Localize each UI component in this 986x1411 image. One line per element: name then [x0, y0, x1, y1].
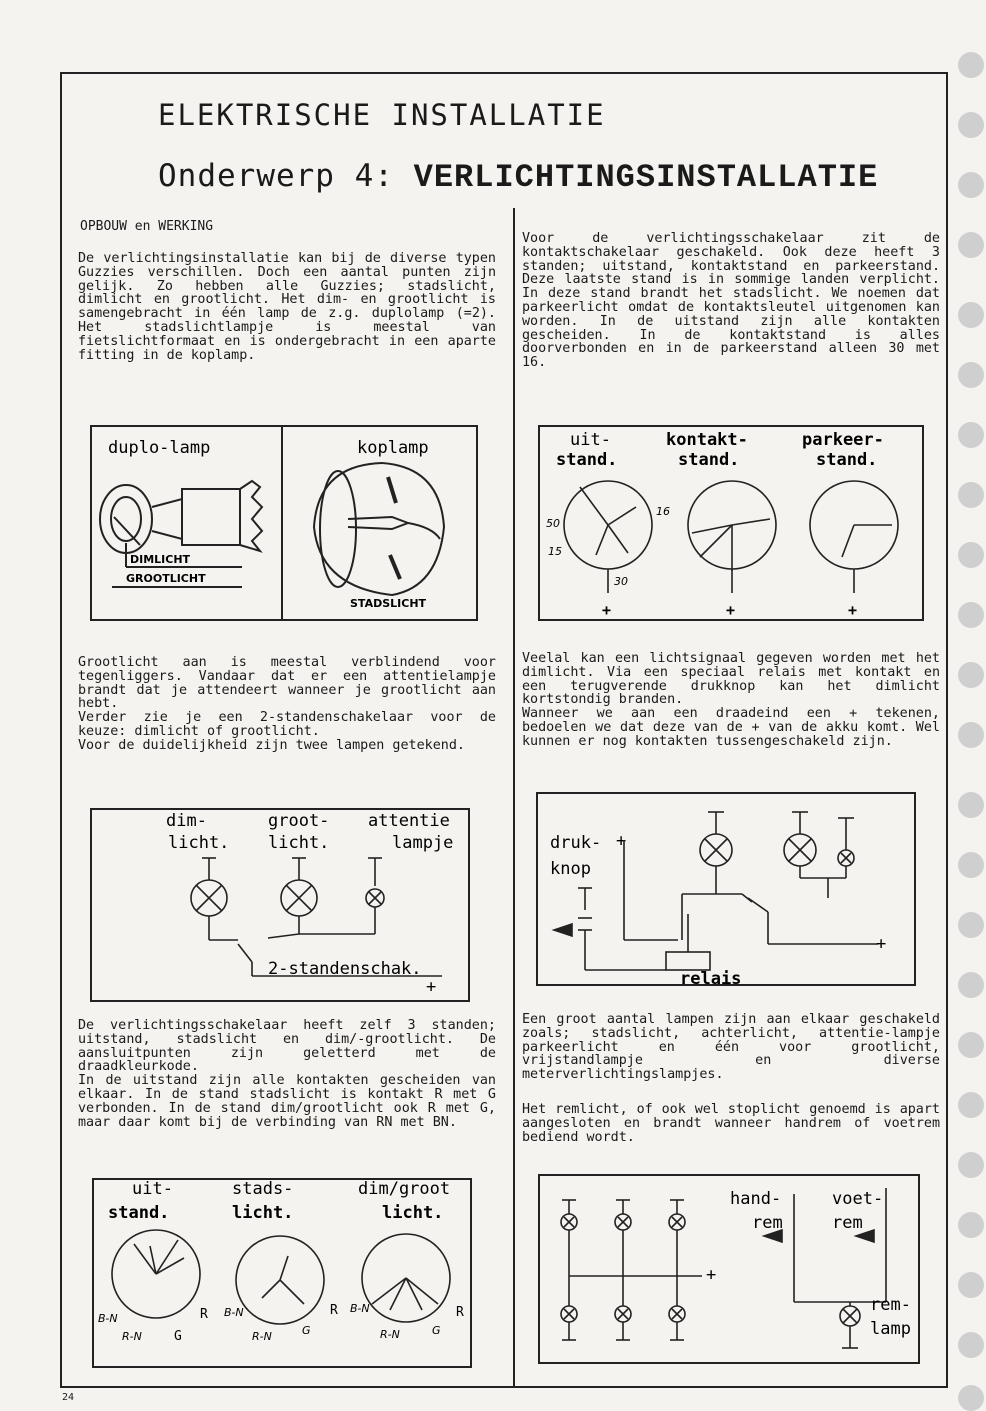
binder-hole	[958, 52, 984, 78]
v-uitstand-label-1: uit-	[132, 1180, 173, 1199]
figure-remlicht	[538, 1174, 920, 1364]
binder-hole	[958, 482, 984, 508]
binder-hole	[958, 1385, 984, 1411]
plus-parkeer: +	[848, 601, 858, 619]
duplo-koplamp-drawing	[92, 427, 476, 619]
binder-hole	[958, 852, 984, 878]
binder-hole	[958, 792, 984, 818]
plus-label-fig3: +	[426, 977, 437, 997]
terminal-30: 30	[614, 575, 628, 588]
binder-hole	[958, 112, 984, 138]
section-title: ELEKTRISCHE INSTALLATIE	[158, 98, 606, 132]
figure-verlichtingsschakelaar	[92, 1178, 472, 1368]
parkeerstand-label-1: parkeer-	[802, 430, 884, 450]
v-terminal-r-2: R	[330, 1303, 338, 1318]
left-paragraph-2: Grootlicht aan is meestal verblindend voor tegenliggers. Vandaar dat er een attentielampje brandt dat je attendeert wanneer je grootlicht aan hebt. Verder zie je een 2-standenschakelaar voor de keuze: dimlicht of grootlicht. Voor de duidelijkheid zijn twee lampen getekend.	[78, 655, 496, 753]
binder-hole	[958, 1272, 984, 1298]
attentie-label-1: attentie	[368, 811, 450, 831]
figure-relais	[536, 792, 916, 986]
dimgroot-label-2: licht.	[382, 1203, 444, 1223]
handrem-label-2: rem	[752, 1213, 783, 1233]
label-dimlicht: DIMLICHT	[130, 553, 191, 566]
relais-circuit	[554, 812, 878, 970]
binder-hole	[958, 172, 984, 198]
plus-remlicht: +	[706, 1265, 717, 1285]
binder-hole	[958, 362, 984, 388]
v-terminal-bn-2: B-N	[224, 1306, 244, 1319]
stadslicht-label-2: licht.	[232, 1203, 294, 1223]
binder-hole	[958, 302, 984, 328]
binder-hole	[958, 1092, 984, 1118]
plus-drukknop: +	[616, 831, 627, 851]
lamp-bank	[561, 1188, 886, 1348]
page-number: 24	[62, 1392, 75, 1403]
binder-hole	[958, 662, 984, 688]
v-switch-dials	[112, 1230, 450, 1324]
binder-hole	[958, 722, 984, 748]
binder-hole	[958, 542, 984, 568]
v-terminal-bn-1: B-N	[98, 1312, 118, 1325]
relais-drawing	[538, 794, 914, 984]
binder-hole	[958, 1152, 984, 1178]
drukknop-label-2: knop	[550, 859, 591, 879]
remlamp-label-1: rem-	[870, 1295, 911, 1315]
v-terminal-rn-1: R-N	[122, 1330, 142, 1343]
plus-kontakt: +	[726, 601, 736, 619]
duplo-lamp-title: duplo-lamp	[108, 438, 211, 458]
right-paragraph-4: Het remlicht, of ook wel stoplicht genoemd is apart aangesloten en brandt wanneer handrem of voetrem bediend wordt.	[522, 1102, 940, 1145]
dimlicht-label-2: licht.	[168, 833, 230, 853]
binder-hole	[958, 912, 984, 938]
drukknop-label-1: druk-	[550, 833, 602, 853]
v-terminal-bn-3: B-N	[350, 1302, 370, 1315]
right-paragraph-2: Veelal kan een lichtsignaal gegeven worden met het dimlicht. Via een speciaal relais met kontakt en een terugverende drukknop kan het dimlicht kortstondig branden. Wanneer we aan een draadeind een + tekenen, bedoelen we dat deze van de + van de akku komt. Wel kunnen er nog kontakten tussengeschakeld zijn.	[522, 651, 940, 749]
binder-hole	[958, 1032, 984, 1058]
kontaktstand-label-2: stand.	[678, 450, 740, 470]
binder-hole	[958, 232, 984, 258]
attentie-label-2: lampje	[392, 833, 454, 853]
v-terminal-g-1: G	[174, 1329, 182, 1344]
plus-relais: +	[876, 934, 887, 954]
column-divider	[513, 208, 515, 1386]
v-terminal-rn-2: R-N	[252, 1330, 272, 1343]
voetrem-label-2: rem	[832, 1213, 863, 1233]
kontaktschakelaar-drawing	[540, 427, 922, 619]
v-terminal-r-1: R	[200, 1307, 208, 1322]
binder-hole	[958, 1212, 984, 1238]
dimgroot-label-1: dim/groot	[358, 1180, 451, 1199]
terminal-16: 16	[656, 505, 670, 518]
left-paragraph-1: De verlichtingsinstallatie kan bij de diverse typen Guzzies verschillen. Doch een aantal punten zijn gelijk. Zo hebben alle Guzzies; stadslicht, dimlicht en grootlicht. Het dim- en grootlicht is samengebracht in één lamp de z.g. duplolamp (=2). Het stadslichtlampje is meestal van fietslichtformaat en is ondergebracht in een aparte fitting in de koplamp.	[78, 251, 496, 363]
voetrem-label-1: voet-	[832, 1189, 884, 1209]
remlicht-drawing	[540, 1176, 918, 1362]
right-paragraph-3: Een groot aantal lampen zijn aan elkaar geschakeld zoals; stadslicht, achterlicht, attentie-lampje parkeerlicht en één voor grootlicht, vrijstandlampje en diverse meterverlichtingslampjes.	[522, 1012, 940, 1083]
left-heading: OPBOUW en WERKING	[80, 219, 214, 234]
v-uitstand-label-2: stand.	[108, 1203, 170, 1223]
binder-hole	[958, 422, 984, 448]
dim-groot-drawing	[92, 810, 468, 1000]
grootlicht-label-2: licht.	[268, 833, 330, 853]
grootlicht-label-1: groot-	[268, 811, 330, 831]
switch-2-standen-label: 2-standenschak.	[268, 959, 422, 979]
binder-hole	[958, 602, 984, 628]
left-paragraph-3: De verlichtingsschakelaar heeft zelf 3 standen; uitstand, stadslicht en dim/-grootlicht. De aansluitpunten zijn geletterd met de draadkleurkode. In de uitstand zijn alle kontakten gescheiden van elkaar. In de stand stadslicht is kontakt R met G verbonden. In de stand dim/grootlicht ook R met G, maar daar komt bij de verbinding van RN met BN.	[78, 1018, 496, 1130]
uitstand-label-1: uit-	[570, 430, 611, 450]
topic-title	[158, 158, 878, 196]
remlamp-label-2: lamp	[870, 1319, 911, 1339]
v-terminal-g-3: G	[432, 1324, 441, 1337]
binder-hole	[958, 972, 984, 998]
koplamp-icon	[314, 463, 444, 595]
v-terminal-rn-3: R-N	[380, 1328, 400, 1341]
figure-dim-groot-attentie	[90, 808, 470, 1002]
terminal-15: 15	[548, 545, 562, 558]
v-terminal-r-3: R	[456, 1305, 464, 1320]
right-paragraph-1: Voor de verlichtingsschakelaar zit de kontaktschakelaar geschakeld. Ook deze heeft 3 standen; uitstand, kontaktstand en parkeerstand. Deze laatste stand is in sommige landen verplicht. In deze stand brandt het stadslicht. We noemen dat parkeerlicht omdat de kontaktsleutel uitgenomen kan worden. In de uitstand zijn alle kontakten gescheiden. In de kontaktstand is alles doorverbonden en in de parkeerstand alleen 30 met 16.	[522, 231, 940, 371]
topic-prefix: Onderwerp 4:	[158, 158, 414, 194]
figure-kontaktschakelaar	[538, 425, 924, 621]
label-grootlicht: GROOTLICHT	[126, 572, 206, 585]
kontaktstand-label-1: kontakt-	[666, 430, 748, 450]
stadslicht-label-1: stads-	[232, 1180, 294, 1199]
binder-holes	[956, 0, 986, 1402]
parkeerstand-label-2: stand.	[816, 450, 878, 470]
uitstand-label-2: stand.	[556, 450, 618, 470]
dimlicht-label-1: dim-	[166, 811, 207, 831]
figure-duplo-koplamp	[90, 425, 478, 621]
verlichtingsschakelaar-drawing	[94, 1180, 470, 1366]
topic-bold: VERLICHTINGSINSTALLATIE	[413, 159, 879, 196]
plus-uit: +	[602, 601, 612, 619]
v-terminal-g-2: G	[302, 1324, 311, 1337]
binder-hole	[958, 1332, 984, 1358]
label-stadslicht: STADSLICHT	[350, 597, 427, 610]
koplamp-title: koplamp	[357, 438, 429, 458]
terminal-50: 50	[546, 517, 560, 530]
relais-label: relais	[680, 969, 742, 984]
handrem-label-1: hand-	[730, 1189, 782, 1209]
